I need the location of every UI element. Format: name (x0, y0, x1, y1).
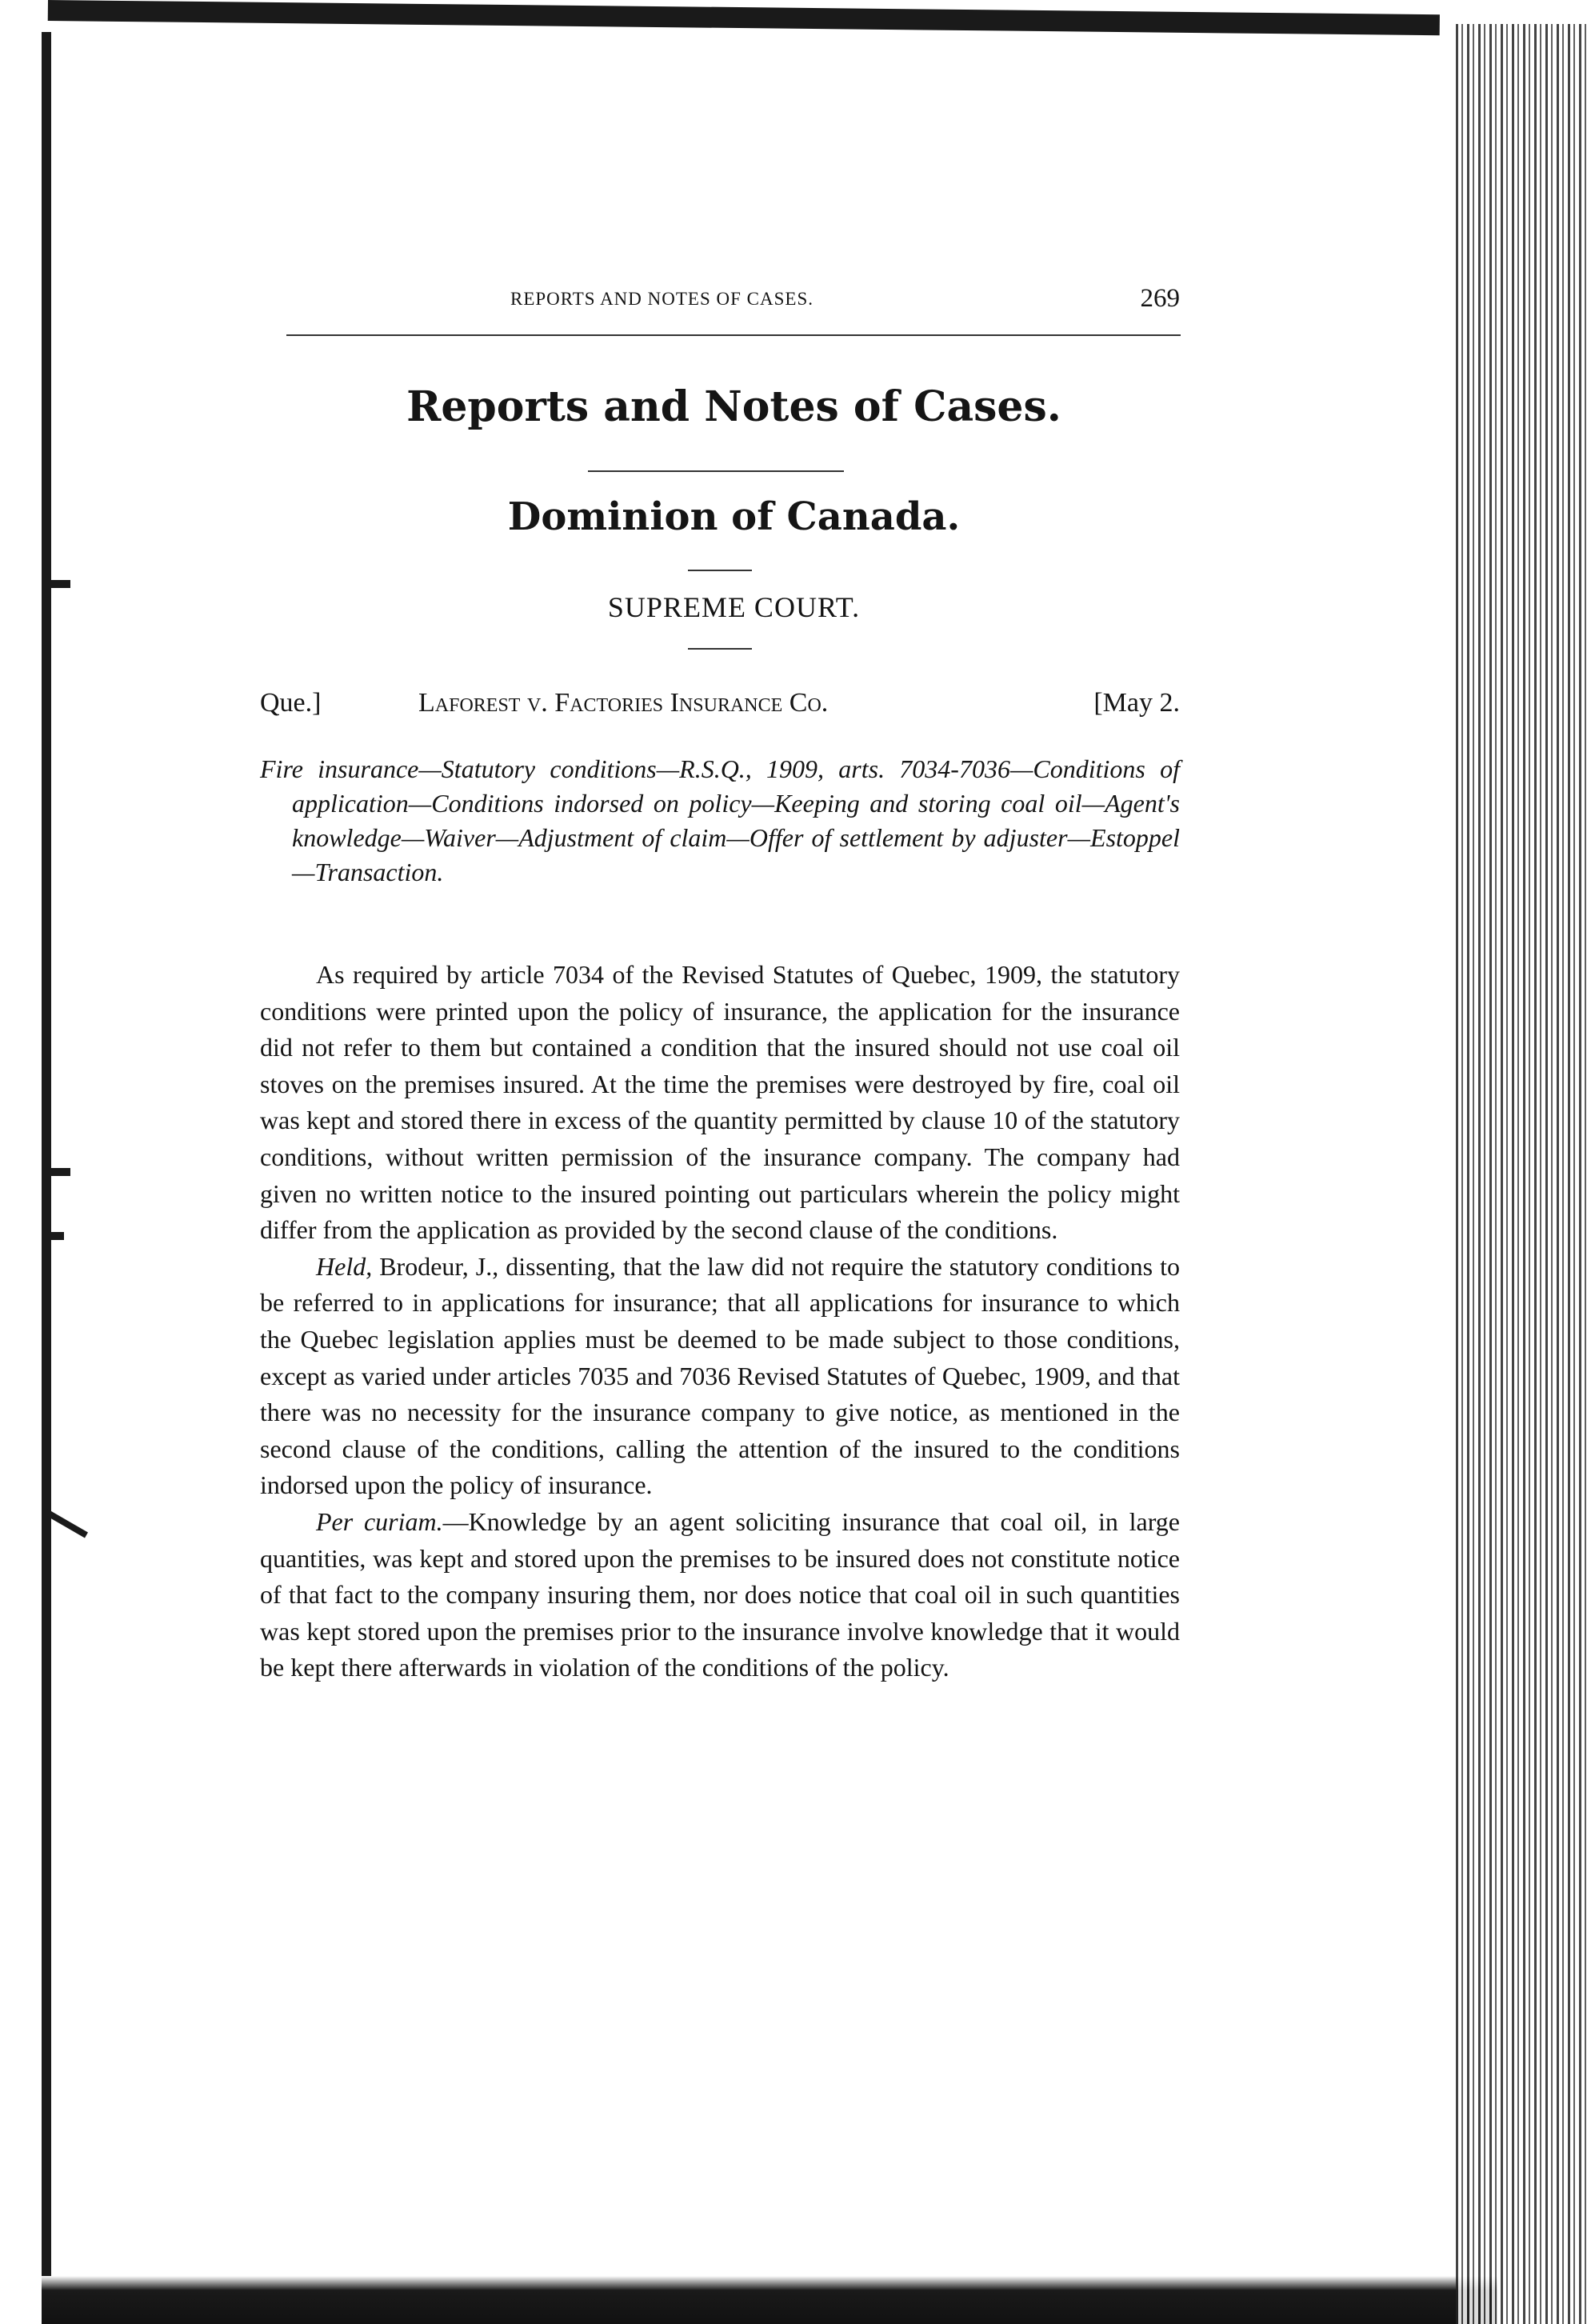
head-rule (286, 334, 1181, 336)
scan-margin-mark (42, 1168, 70, 1176)
court-heading: SUPREME COURT. (607, 591, 861, 623)
scan-margin-mark (42, 1232, 64, 1240)
case-body (260, 957, 1180, 1686)
paragraph-facts: As required by article 7034 of the Revised Statutes of Quebec, 1909, the statutory conditions were printed upon the policy of insurance, the application for the insurance did not refer to them but contained a condition that the insured should not use coal oil stoves on the premises insured. At the time the premises were destroyed by fire, coal oil was kept and stored there in excess of the quantity permitted by clause 10 of the statutory conditions, without written permission of the insurance company. The company had given no written notice to the insured pointing out particulars wherein the policy might differ from the application as provided by the second clause of the conditions. (260, 960, 1180, 1245)
scan-right-edge (1456, 24, 1587, 2324)
short-divider (688, 570, 752, 571)
case-province: Que.] (260, 688, 322, 718)
section-subheading: Dominion of Canada. (507, 494, 961, 539)
headnote (260, 752, 1180, 890)
running-head (288, 284, 1180, 316)
held-text: Brodeur, J., dissenting, that the law did not require the statutory conditions to be referred to in applications for insurance; that all applications for insurance to which the Quebec legislation applies must be deemed to be made subject to those conditions, except as varied under articles 7035 and 7036 Revised Statutes of Quebec, 1909, and that there was no necessity for the insurance company to give notice, as mentioned in the second clause of the conditions, calling the attention of the insured to the conditions indorsed upon the policy of insurance. (260, 1251, 1180, 1500)
scan-bottom-edge (42, 2276, 1497, 2324)
paragraph-per-curiam (260, 1504, 1180, 1686)
held-label: Held, (316, 1251, 373, 1281)
case-citation (260, 688, 1180, 728)
page-number: 269 (1140, 284, 1180, 313)
per-curiam-text: —Knowledge by an agent soliciting insurance that coal oil, in large quantities, was kept and stored upon the premises to be insured does not constitute notice of that fact to the company insuring them, nor does notice that coal oil in such quantities was kept stored upon the premises prior to the insurance involve knowledge that it would be kept there afterwards in violation of the conditions of the policy. (260, 1506, 1180, 1682)
case-date: [May 2. (1093, 688, 1180, 718)
scan-left-edge (42, 32, 51, 2280)
headnote-text: Fire insurance—Statutory conditions—R.S.Q., 1909, arts. 7034-7036—Conditions of application—Conditions indorsed on policy—Keeping and storing coal oil—Agent's knowledge—Waiver—Adjustment of claim—Offer of settlement by adjuster—Estoppel—Transaction. (260, 754, 1180, 886)
paragraph-held (260, 1249, 1180, 1504)
scan-top-edge (48, 0, 1440, 35)
section-heading: Reports and Notes of Cases. (406, 382, 1061, 431)
heading-divider (588, 470, 844, 472)
case-name: Laforest v. Factories Insurance Co. (418, 688, 829, 718)
running-head-title: REPORTS AND NOTES OF CASES. (510, 289, 813, 309)
short-divider (688, 648, 752, 650)
per-curiam-label: Per curiam. (316, 1506, 443, 1536)
scan-margin-mark (42, 580, 70, 588)
